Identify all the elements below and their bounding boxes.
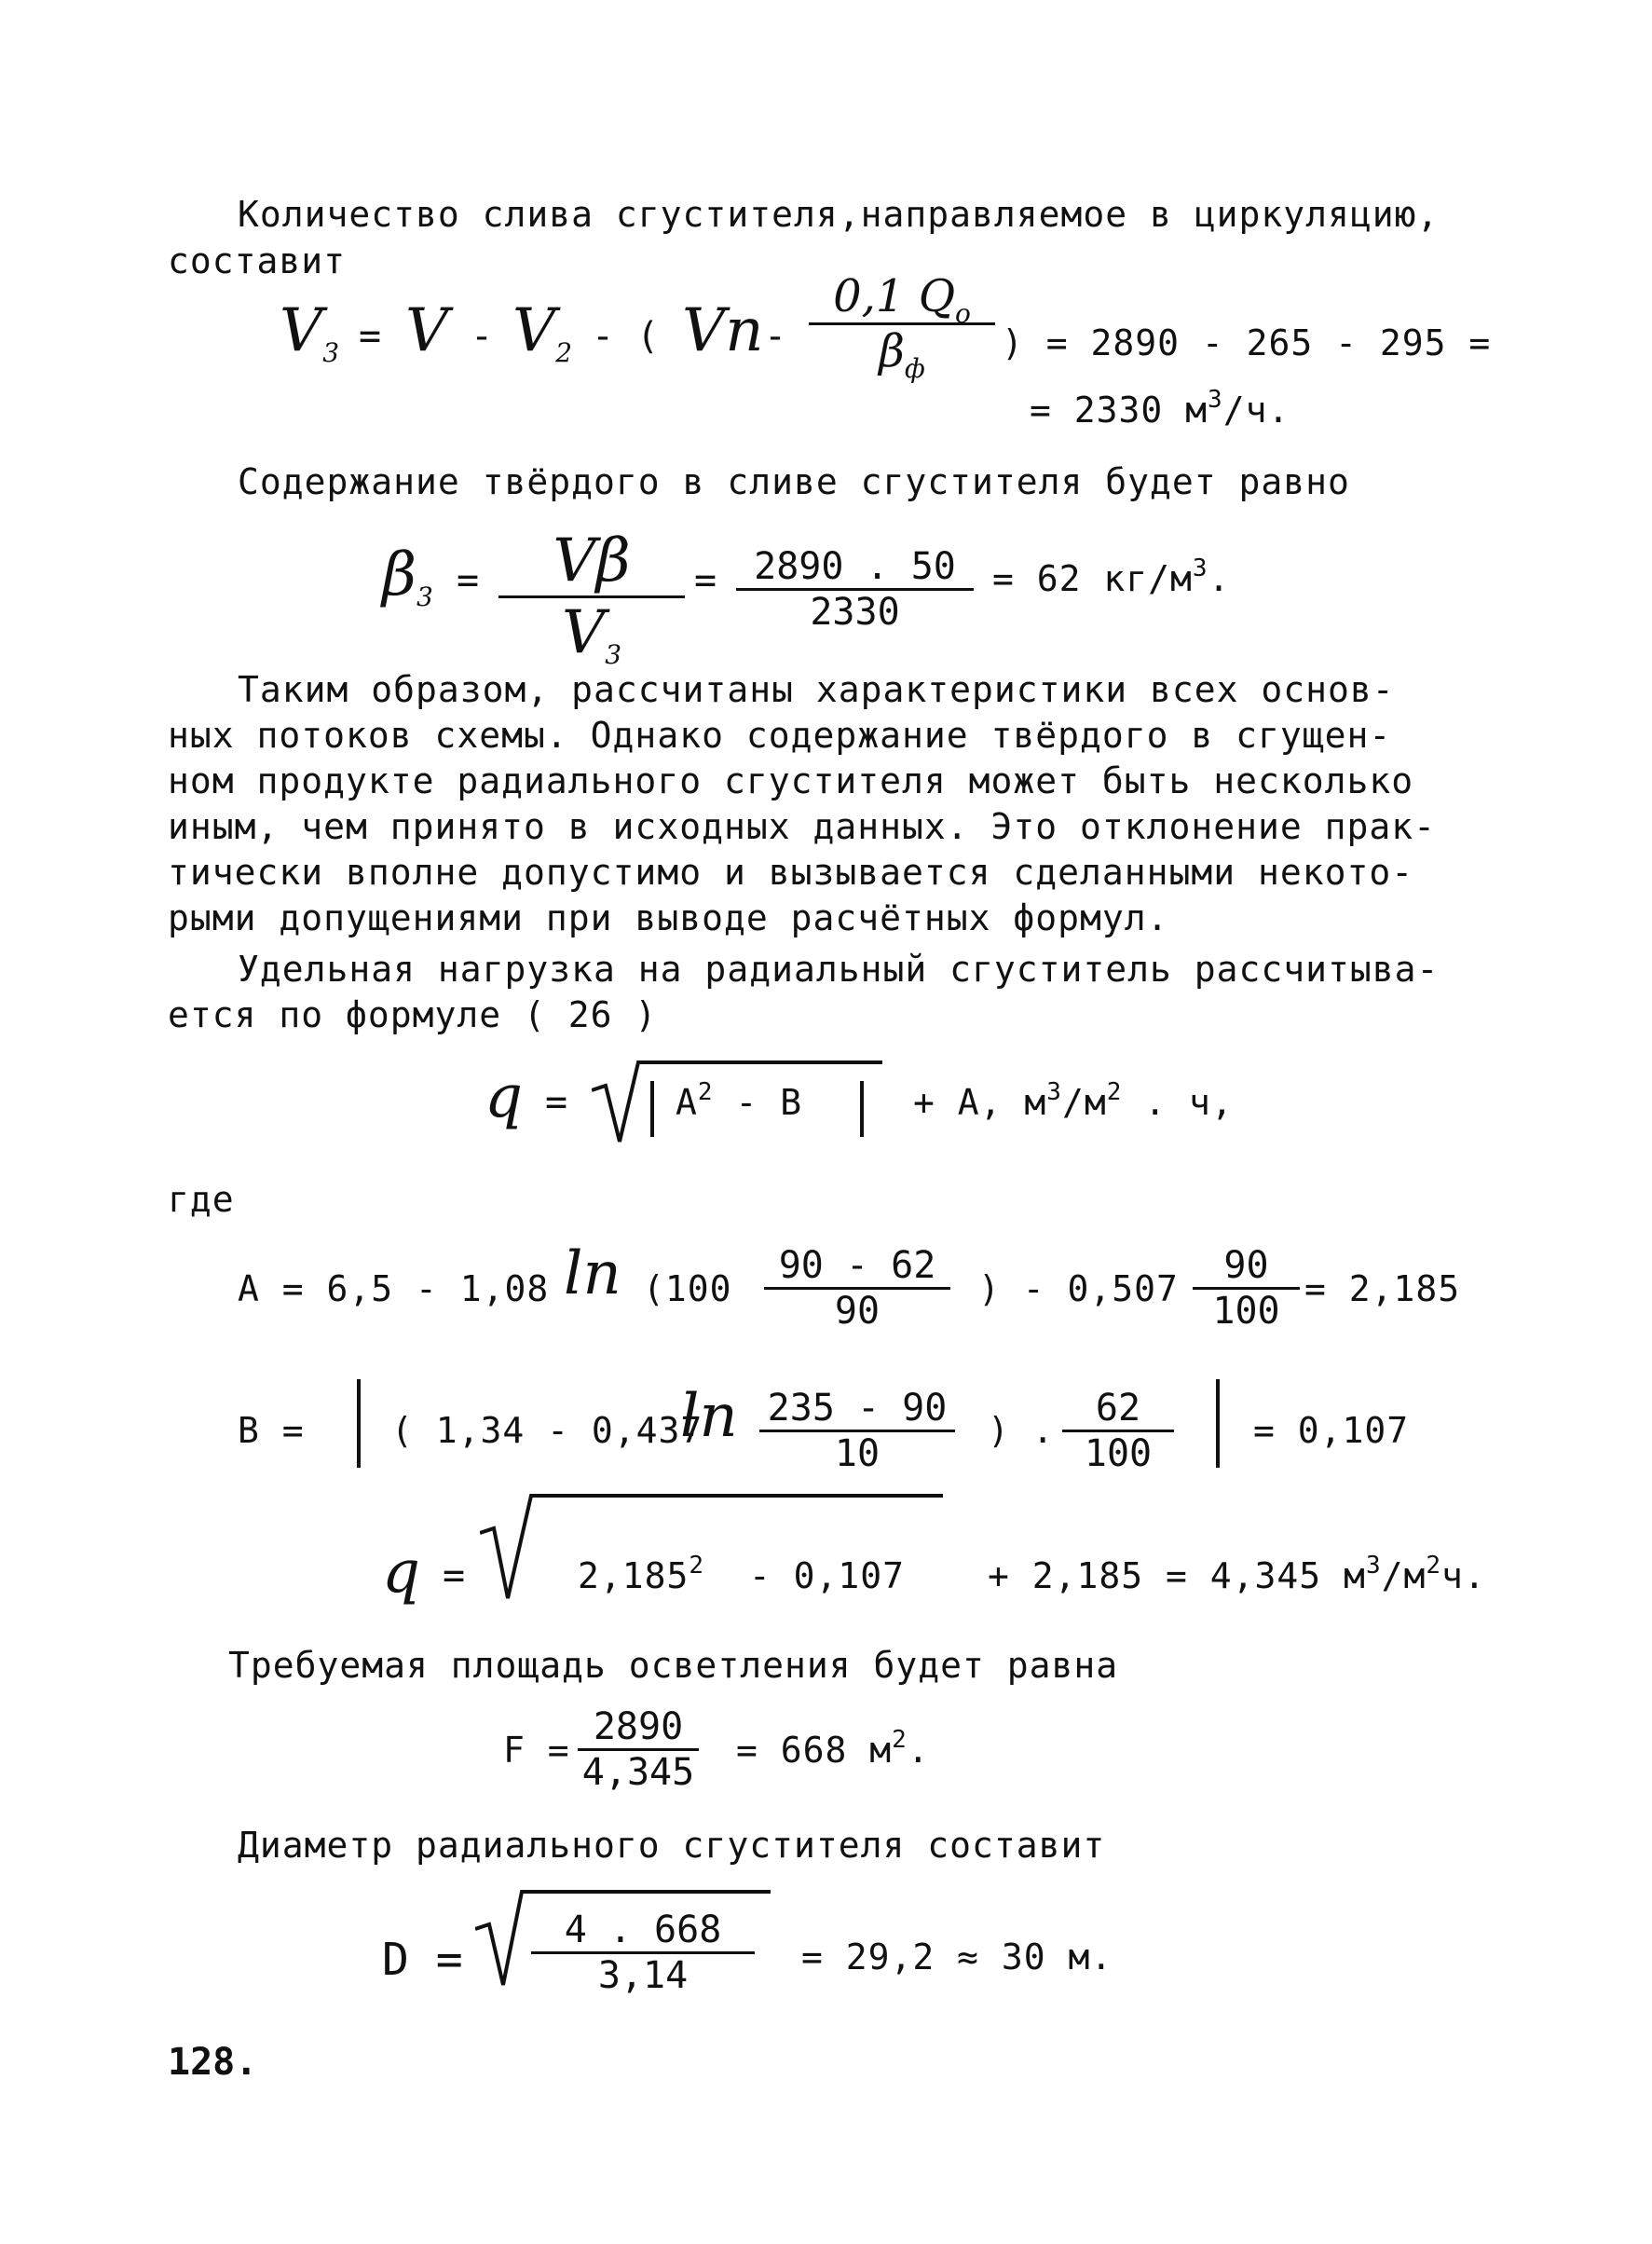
page-number: 128. bbox=[168, 2041, 258, 2084]
paragraph-4-line-1: Удельная нагрузка на радиальный сгуститель рассчитыва- bbox=[238, 949, 1440, 990]
v3-vn: Vn bbox=[682, 296, 764, 365]
a-result: = 2,185 bbox=[1304, 1268, 1461, 1309]
q-value-radicand: 2,185$^2$ - 0,107 bbox=[578, 1552, 905, 1596]
q-general-radicand: $A^2$ - B bbox=[676, 1078, 803, 1123]
d-frac-den: 3,14 bbox=[597, 1954, 689, 1997]
f-result: = 668 $м^2$. bbox=[736, 1726, 930, 1771]
b-frac1-den: 10 bbox=[834, 1432, 881, 1475]
paragraph-4-line-2: ется по формуле ( 26 ) bbox=[168, 994, 658, 1035]
d-lhs: D = bbox=[382, 1934, 463, 1986]
abs-bar-left bbox=[357, 1379, 361, 1468]
a-mid: ) - 0,507 bbox=[978, 1268, 1179, 1309]
paragraph-2: Содержание твёрдого в сливе сгустителя будет равно bbox=[238, 461, 1350, 502]
paragraph-3-line-3: ном продукте радиального сгустителя может быть несколько bbox=[168, 760, 1414, 801]
paragraph-6: Диаметр радиального сгустителя составит bbox=[238, 1825, 1106, 1866]
a-frac1-num: 90 - 62 bbox=[764, 1244, 950, 1290]
v3-minus-3: - bbox=[764, 315, 787, 358]
b-ln: ln bbox=[680, 1382, 738, 1451]
beta3-frac2-den: 2330 bbox=[810, 591, 900, 634]
beta3-eq-2: = bbox=[694, 559, 717, 602]
q-value-rhs: + 2,185 = 4,345 $м^3/м^2ч$. bbox=[988, 1552, 1486, 1596]
v3-minus-2: - ( bbox=[592, 315, 660, 358]
d-fraction bbox=[531, 1909, 755, 1997]
paragraph-1-line-2: составит bbox=[168, 240, 347, 281]
paragraph-3-line-5: тически вполне допустимо и вызывается сделанными некото- bbox=[168, 852, 1414, 893]
a-lhs: A = 6,5 - 1,08 bbox=[238, 1268, 550, 1309]
v3-v: V bbox=[405, 296, 449, 365]
a-frac2-num: 90 bbox=[1193, 1244, 1300, 1290]
paragraph-3-line-4: иным, чем принято в исходных данных. Это отклонение прак- bbox=[168, 806, 1437, 847]
v3-rhs-2: = 2330 $м^3/ч$. bbox=[1030, 386, 1290, 431]
abs-bar-right bbox=[1216, 1379, 1220, 1468]
b-frac2-den: 100 bbox=[1084, 1432, 1153, 1475]
b-frac1-num: 235 - 90 bbox=[759, 1387, 955, 1432]
v3-lhs: $V_3$ bbox=[280, 296, 340, 368]
beta3-frac2-num: 2890 . 50 bbox=[736, 545, 974, 591]
d-result: = 29,2 ≈ 30 м. bbox=[801, 1936, 1113, 1977]
paragraph-1-line-1: Количество слива сгустителя,направляемое в циркуляцию, bbox=[238, 194, 1440, 235]
v3-v2: $V_2$ bbox=[512, 296, 573, 368]
b-fraction-2 bbox=[1062, 1387, 1174, 1475]
v3-eq: = bbox=[359, 315, 382, 358]
d-frac-num: 4 . 668 bbox=[531, 1909, 755, 1954]
beta3-lhs: $\beta_3$ bbox=[382, 540, 433, 612]
a-paren: (100 bbox=[643, 1268, 732, 1309]
q-value-eq: = bbox=[443, 1554, 466, 1597]
beta3-fraction-2 bbox=[736, 545, 974, 634]
a-ln: ln bbox=[564, 1239, 621, 1308]
v3-minus-1: - bbox=[471, 315, 494, 358]
a-fraction-2 bbox=[1193, 1244, 1300, 1333]
a-fraction-1 bbox=[764, 1244, 950, 1333]
q-general-lhs: q bbox=[485, 1062, 523, 1131]
q-general-eq: = bbox=[545, 1081, 568, 1124]
paragraph-5: Требуемая площадь осветления будет равна bbox=[228, 1645, 1119, 1686]
paragraph-3-line-6: рыми допущениями при выводе расчётных формул. bbox=[168, 897, 1169, 938]
q-general-rhs: + A, $м^3/м^2$ . ч, bbox=[913, 1078, 1234, 1123]
a-frac1-den: 90 bbox=[834, 1290, 881, 1333]
v3-rhs-1: ) = 2890 - 265 - 295 = bbox=[1002, 322, 1492, 363]
a-frac2-den: 100 bbox=[1212, 1290, 1280, 1333]
b-open: ( 1,34 - 0,437 bbox=[391, 1410, 703, 1451]
beta3-fraction-1 bbox=[498, 527, 685, 670]
beta3-eq: = bbox=[457, 559, 480, 602]
b-fraction-1 bbox=[759, 1387, 955, 1475]
b-lhs: B = bbox=[238, 1410, 305, 1451]
where-label: где bbox=[168, 1179, 235, 1220]
f-fraction bbox=[578, 1705, 699, 1794]
v3-frac-den: $\beta_ф$ bbox=[879, 325, 925, 384]
b-result: = 0,107 bbox=[1253, 1410, 1410, 1451]
v3-frac-num: 0,1 $Q_o$ bbox=[809, 270, 995, 325]
beta3-frac1-num: Vβ bbox=[498, 527, 685, 598]
f-lhs: F = bbox=[503, 1730, 570, 1771]
f-frac-num: 2890 bbox=[578, 1705, 699, 1751]
b-mid: ) . bbox=[988, 1410, 1055, 1451]
v3-fraction bbox=[809, 270, 995, 384]
b-frac2-num: 62 bbox=[1062, 1387, 1174, 1432]
paragraph-3-line-1: Таким образом, рассчитаны характеристики всех основ- bbox=[238, 669, 1395, 710]
paragraph-3-line-2: ных потоков схемы. Однако содержание твёрдого в сгущен- bbox=[168, 715, 1392, 756]
beta3-frac1-den: $V_3$ bbox=[561, 598, 622, 670]
q-value-lhs: q bbox=[382, 1538, 420, 1607]
f-frac-den: 4,345 bbox=[581, 1751, 695, 1794]
beta3-result: = 62 $кг/м^3$. bbox=[992, 554, 1231, 599]
